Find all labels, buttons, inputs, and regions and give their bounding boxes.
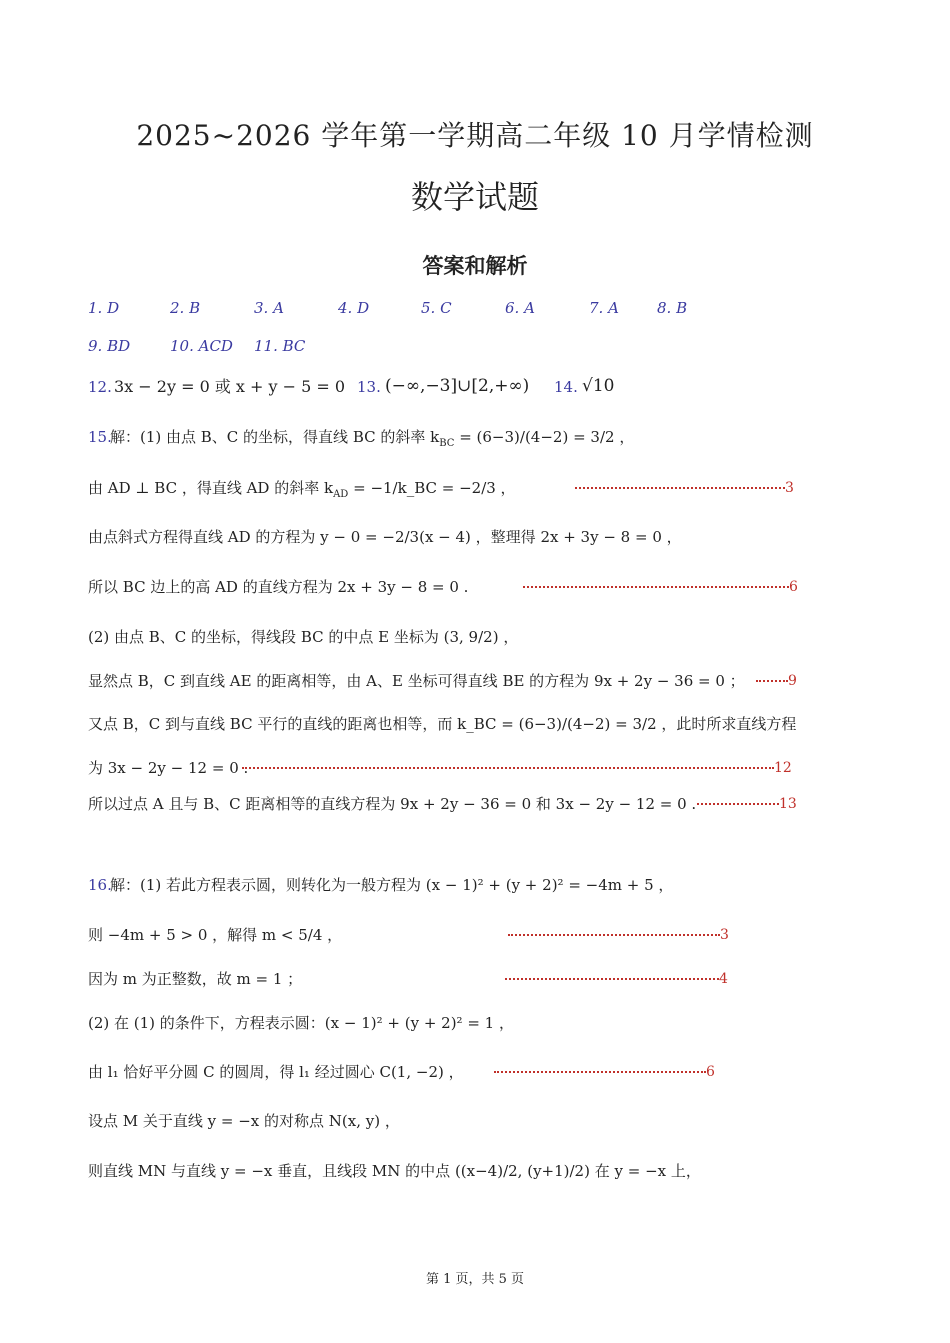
q12-label: 12. <box>88 378 112 396</box>
q14-answer: √10 <box>582 376 615 396</box>
answer-item: 2. B <box>170 299 201 317</box>
page-footer: 第 1 页，共 5 页 <box>425 1272 525 1287</box>
score-marker <box>508 927 733 943</box>
answer-item: 11. BC <box>254 337 306 355</box>
q14-label: 14. <box>554 378 578 396</box>
q12-answer: 3x − 2y = 0 或 x + y − 5 = 0 <box>114 377 346 396</box>
section-title: 答案和解析 <box>422 254 528 278</box>
q16-line-6: 设点 M 关于直线 y = −x 的对称点 N(x, y) ， <box>88 1112 400 1130</box>
subject-title: 数学试题 <box>410 178 539 216</box>
answer-item: 5. C <box>421 299 452 317</box>
q15-line-5: (2) 由点 B、C 的坐标，得线段 BC 的中点 E 坐标为 (3, 9/2) ， <box>88 628 519 646</box>
score-value: 13 <box>779 796 797 812</box>
q15-line-7: 又点 B，C 到与直线 BC 平行的直线的距离也相等，而 k_BC = (6−3)/(4−2) = 3/2 ，此时所求直线方程 <box>88 715 797 733</box>
score-marker <box>523 579 805 595</box>
q15-line-9: 所以过点 A 且与 B、C 距离相等的直线方程为 9x + 2y − 36 = 0 和 3x − 2y − 12 = 0 . <box>88 795 697 813</box>
exam-title: 2025~2026 学年第一学期高二年级 10 月学情检测 <box>136 119 814 152</box>
score-value: 4 <box>719 971 728 987</box>
q13-answer: (−∞,−3]∪[2,+∞) <box>385 376 530 396</box>
answer-item: 1. D <box>88 299 120 317</box>
q16-line-5: 由 l₁ 恰好平分圆 C 的圆周，得 l₁ 经过圆心 C(1, −2) ， <box>88 1063 464 1081</box>
q15-line-1-text: 解：(1) 由点 B、C 的坐标，得直线 BC 的斜率 k <box>110 428 440 446</box>
q15-line-2-text: 由 AD ⊥ BC ，得直线 AD 的斜率 k <box>88 479 334 497</box>
score-marker <box>756 673 806 689</box>
q15-label: 15. <box>88 428 112 446</box>
score-value: 3 <box>785 480 794 496</box>
score-value: 12 <box>774 760 792 776</box>
q15-line-2-eq: = −1/k_BC = −2/3 ， <box>353 479 516 497</box>
answer-item: 10. ACD <box>170 337 233 355</box>
q16-label: 16. <box>88 876 112 894</box>
q15-line-2 <box>88 481 516 500</box>
score-value: 6 <box>706 1064 715 1080</box>
q13-label: 13. <box>357 378 381 396</box>
score-value: 9 <box>788 673 797 689</box>
q15-line-1-sub: BC <box>439 438 455 449</box>
answer-item: 4. D <box>338 299 370 317</box>
q15-line-8: 为 3x − 2y − 12 = 0 . <box>88 759 249 777</box>
q16-line-1: 解：(1) 若此方程表示圆，则转化为一般方程为 (x − 1)² + (y + 2)² = −4m + 5 ， <box>110 876 674 894</box>
answer-item: 9. BD <box>88 337 131 355</box>
score-value: 3 <box>720 927 729 943</box>
answer-item: 3. A <box>254 299 284 317</box>
q15-line-6: 显然点 B，C 到直线 AE 的距离相等，由 A、E 坐标可得直线 BE 的方程为 9x + 2y − 36 = 0 ； <box>88 672 745 690</box>
q15-line-2-sub: AD <box>333 489 349 500</box>
score-marker <box>505 971 733 987</box>
score-marker <box>575 480 805 496</box>
q16-line-2: 则 −4m + 5 > 0 ，解得 m < 5/4 ， <box>88 926 343 944</box>
q16-line-4: (2) 在 (1) 的条件下，方程表示圆：(x − 1)² + (y + 2)² = 1 ， <box>88 1014 514 1032</box>
q15-line-1 <box>110 430 634 449</box>
answer-item: 6. A <box>505 299 535 317</box>
q16-line-7: 则直线 MN 与直线 y = −x 垂直，且线段 MN 的中点 ((x−4)/2, (y+1)/2) 在 y = −x 上， <box>88 1162 701 1180</box>
score-marker <box>697 796 807 812</box>
q15-line-4: 所以 BC 边上的高 AD 的直线方程为 2x + 3y − 8 = 0 . <box>88 578 469 596</box>
answer-item: 7. A <box>589 299 619 317</box>
q15-line-1-eq: = (6−3)/(4−2) = 3/2 ， <box>459 428 635 446</box>
score-marker <box>494 1064 720 1080</box>
q15-line-3: 由点斜式方程得直线 AD 的方程为 y − 0 = −2/3(x − 4) ，整理得 2x + 3y − 8 = 0 ， <box>88 528 682 546</box>
q16-line-3: 因为 m 为正整数，故 m = 1 ； <box>88 970 303 988</box>
score-marker <box>242 760 802 776</box>
answer-item: 8. B <box>657 299 688 317</box>
score-value: 6 <box>789 579 798 595</box>
